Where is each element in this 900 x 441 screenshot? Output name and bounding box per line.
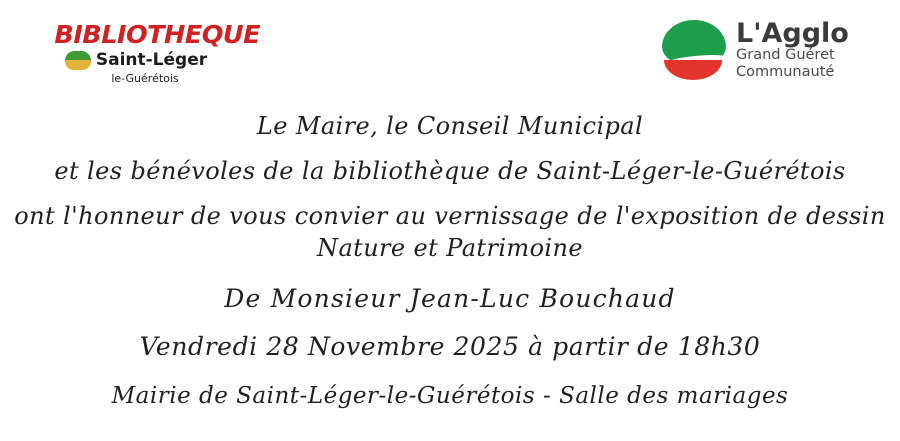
invitation-location: Mairie de Saint-Léger-le-Guérétois - Salle des mariages [111, 383, 789, 409]
agglo-logo-line2: Grand Guéret [736, 47, 835, 63]
invitation-date-time: Vendredi 28 Novembre 2025 à partir de 18h30 [139, 332, 761, 361]
invitation-artist-name: De Monsieur Jean-Luc Bouchaud [224, 284, 676, 313]
agglo-logo [658, 18, 848, 96]
agglo-logo-text [736, 18, 849, 81]
agglo-logo-title: L'Agglo [736, 18, 849, 49]
invitation-exhibition-title: Nature et Patrimoine [317, 234, 583, 262]
bibliotheque-logo-tail: le-Guérétois [111, 72, 179, 85]
bibliotheque-logo-wordmark: BIBLIOTHEQUE [54, 20, 261, 49]
invitation-line-1: Le Maire, le Conseil Municipal [256, 112, 644, 140]
bibliotheque-logo-name: Saint-Léger [95, 50, 208, 70]
invitation-line-2: et les bénévoles de la bibliothèque de Saint-Léger-le-Guérétois [54, 157, 846, 185]
agglo-logo-line3: Communauté [736, 64, 835, 81]
leaf-icon [65, 51, 91, 70]
invitation-line-3: ont l'honneur de vous convier au vernissage de l'exposition de dessin [14, 202, 886, 230]
bibliotheque-logo-subline [56, 51, 216, 70]
bibliotheque-logo [54, 20, 261, 100]
agglo-blob-icon [658, 20, 730, 82]
invitation-body [0, 104, 900, 409]
